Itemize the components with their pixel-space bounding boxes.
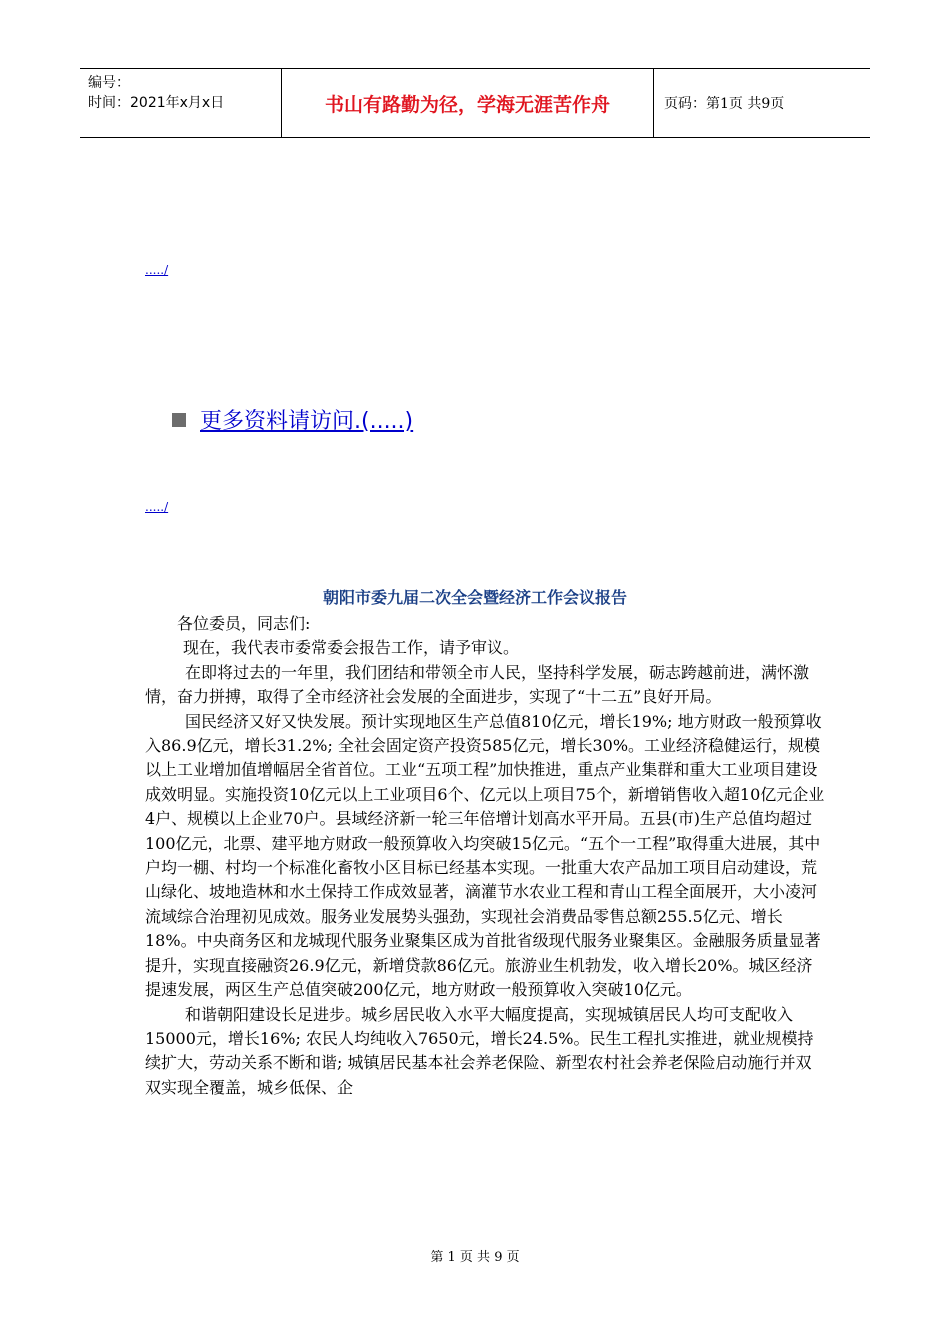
header-table	[80, 68, 870, 138]
salutation: 各位委员，同志们:	[177, 614, 311, 633]
motto-text: 书山有路勤为径，学海无涯苦作舟	[324, 93, 610, 116]
top-link[interactable]: ...../	[145, 263, 169, 277]
paragraph-2: 在即将过去的一年里，我们团结和带领全市人民，坚持科学发展，砺志跨越前进，满怀激情，奋力拼搏，取得了全市经济社会发展的全面进步，实现了“十二五”良好开局。	[145, 662, 810, 707]
number-label: 编号：	[88, 75, 130, 91]
second-link[interactable]: ...../	[145, 500, 169, 514]
page-footer: 第 1 页 共 9 页	[430, 1250, 520, 1265]
header-meta-cell	[80, 69, 282, 137]
time-label: 时间：2021年x月x日	[88, 95, 225, 111]
document-body	[145, 612, 825, 1100]
header-page-cell	[654, 69, 870, 137]
page-info: 页码：第1页 共9页	[664, 96, 785, 112]
paragraph-1: 现在，我代表市委常委会报告工作，请予审议。	[183, 638, 520, 658]
paragraph-4: 和谐朝阳建设长足进步。城乡居民收入水平大幅度提高，实现城镇居民人均可支配收入15000元，增长16%; 农民人均纯收入7650元，增长24.5%。民生工程扎实推进，就业规模持续扩大，劳动关系不断和谐; 城镇居民基本社会养老保险、新型农村社会养老保险启动施行并双双实现全覆盖，城乡低保、企	[145, 1004, 814, 1097]
document-title: 朝阳市委九届二次全会暨经济工作会议报告	[322, 588, 627, 607]
more-info-line	[172, 404, 413, 435]
more-info-link[interactable]: 更多资料请访问.(.....)	[200, 409, 414, 434]
paragraph-3: 国民经济又好又快发展。预计实现地区生产总值810亿元，增长19%; 地方财政一般预算收入86.9亿元，增长31.2%; 全社会固定资产投资585亿元，增长30%。工业经济稳健运行，规模以上工业增加值增幅居全省首位。工业“五项工程”加快推进，重点产业集群和重大工业项目建设成效明显。实施投资10亿元以上工业项目6个、亿元以上项目75个，新增销售收入超10亿元企业4户、规模以上企业70户。县域经济新一轮三年倍增计划高水平开局。五县(市)生产总值均超过100亿元，北票、建平地方财政一般预算收入均突破15亿元。“五个一工程”取得重大进展，其中户均一棚、村均一个标准化畜牧小区目标已经基本实现。一批重大农产品加工项目启动建设，荒山绿化、坡地造林和水土保持工作成效显著，滴灌节水农业工程和青山工程全面展开，大小凌河流域综合治理初见成效。服务业发展势头强劲，实现社会消费品零售总额255.5亿元、增长18%。中央商务区和龙城现代服务业聚集区成为首批省级现代服务业聚集区。金融服务质量显著提升，实现直接融资26.9亿元，新增贷款86亿元。旅游业生机勃发，收入增长20%。城区经济提速发展，两区生产总值突破200亿元，地方财政一般预算收入突破10亿元。	[145, 711, 825, 1000]
header-motto-cell	[282, 69, 654, 137]
square-bullet-icon	[172, 413, 186, 427]
